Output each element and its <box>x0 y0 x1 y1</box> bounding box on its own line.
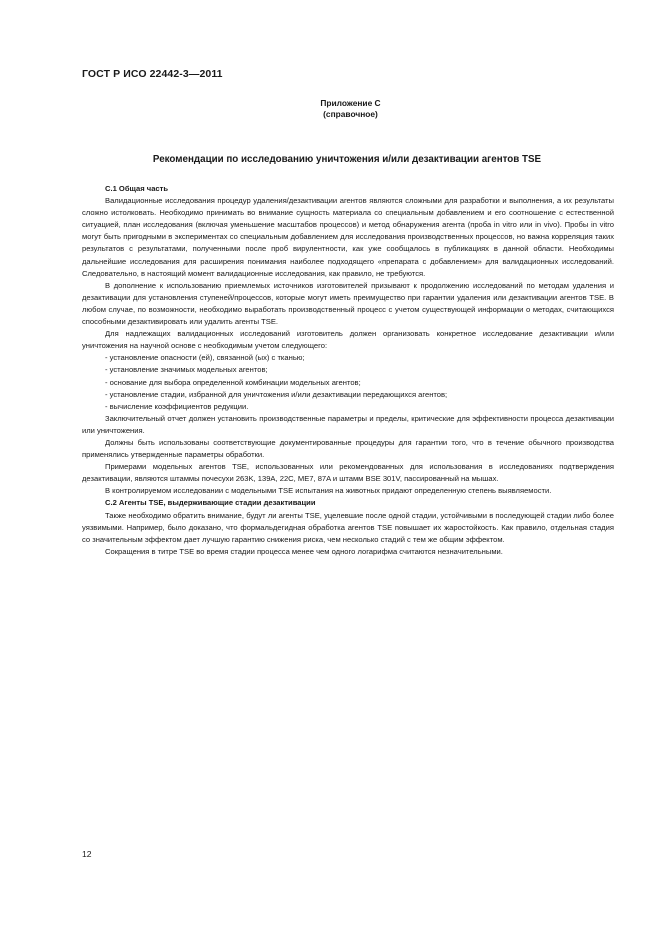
annex-label: Приложение С <box>320 98 381 108</box>
standard-code: ГОСТ Р ИСО 22442-3—2011 <box>82 68 223 80</box>
paragraph: Для надлежащих валидационных исследований изготовитель должен организовать конкретное исследование дезактивации и/или уничтожения на научной основе с необходимым учетом следующего: <box>82 329 614 351</box>
list-item: - вычисление коэффициентов редукции. <box>105 401 249 411</box>
page-number: 12 <box>82 849 92 859</box>
paragraph: В дополнение к использованию приемлемых источников изготовителей призывают к продолжению исследований по методам удаления и дезактивации для установления ступеней/процессов, которые могут иметь преимущество при гарантии удаления или дезактивации агентов TSE. В любом случае, по возможности, необходимо выработать производственный процесс с учетом существующей информации о методах, считающихся способными дезактивировать или удалить агенты TSE. <box>82 280 614 327</box>
paragraph: Также необходимо обратить внимание, будут ли агенты TSE, уцелевшие после одной стадии, устойчивыми в последующей стадии либо более уязвимыми. Например, было доказано, что формальдегидная обработка агентов TSE повышает их жаростойкость. Как правило, отдельная стадия со значительным эффектом дает лучшую гарантию снижения риска, чем несколько стадий с тем же общим эффектом. <box>82 510 614 544</box>
paragraph: Должны быть использованы соответствующие документированные процедуры для гарантии того, что в течение обычного производства применялись утвержденные параметры обработки. <box>82 437 614 460</box>
paragraph: Сокращения в титре TSE во время стадии процесса менее чем одного логарифма считаются незначительными. <box>105 546 503 556</box>
list-item: - установление значимых модельных агентов; <box>105 365 268 375</box>
paragraph: Заключительный отчет должен установить производственные параметры и пределы, критические для эффективности процесса дезактивации или уничтожения. <box>82 413 614 435</box>
paragraph: Валидационные исследования процедур удаления/дезактивации агентов являются сложными для разработки и выполнения, а их результаты сложно истолковать. Необходимо принимать во внимание сущность материала со специальным добавлением и его соотношение с естественной ситуацией, план исследования (включая уменьшение масштабов процессов) и метод обнаружения агента (проба in vitro или in vivo). Пробы in vitro могут быть пригодными в экспериментах со специальным добавлением для исследования производственных процессов, но важна корреляция таких результатов с результатами, полученными после проб вирулентности, как уже сообщалось в публикациях в данной области. Необходимы дальнейшие исследования для расширения понимания наиболее подходящего «препарата с добавлением» для валидационных исследований. Следовательно, в настоящий момент валидационные исследования, как правило, не требуются. <box>82 196 614 278</box>
annex-heading <box>0 98 661 119</box>
annex-type: (справочное) <box>323 108 378 119</box>
list-item: - установление стадии, избранной для уничтожения и/или дезактивации передающихся агентов; <box>105 389 448 399</box>
requirements-list <box>82 352 614 412</box>
paragraph: Примерами модельных агентов TSE, использованных или рекомендованных для использования в исследованиях подтверждения дезактивации, являются штаммы почесухи 263K, 139A, 22C, ME7, 87A и штамм BSE 301V, пассированный на мышах. <box>82 462 614 484</box>
section-heading: С.2 Агенты TSE, выдерживающие стадии дезактивации <box>105 498 316 508</box>
paragraph: В контролируемом исследовании с модельными TSE испытания на животных придают определенную степень выявляемости. <box>105 486 552 496</box>
list-item: - основание для выбора определенной комбинации модельных агентов; <box>105 377 361 387</box>
document-title: Рекомендации по исследованию уничтожения и/или дезактивации агентов TSE <box>152 154 542 165</box>
list-item: - установление опасности (ей), связанной (ых) с тканью; <box>105 353 305 363</box>
section-heading: С.1 Общая часть <box>105 184 169 193</box>
document-body <box>82 183 614 558</box>
